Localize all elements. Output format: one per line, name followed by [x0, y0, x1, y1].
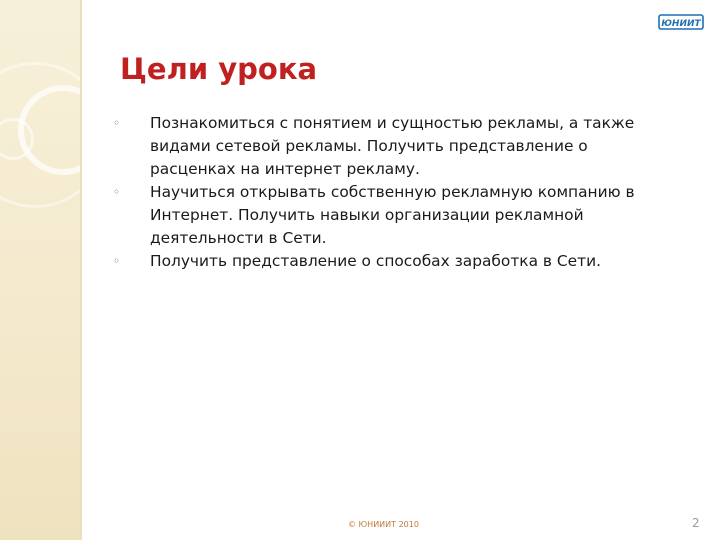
juniit-logo-icon — [657, 12, 705, 32]
panel-divider — [80, 0, 82, 540]
slide-title: Цели урока — [120, 52, 318, 86]
bullet-text: Познакомиться с понятием и сущностью рекламы, а также видами сетевой рекламы. Получить представление о расценках на интернет рекламу. — [150, 114, 635, 178]
list-item — [110, 181, 650, 250]
page-number: 2 — [692, 516, 700, 530]
bullet-list — [110, 112, 650, 273]
footer-copyright: © ЮНИИИТ 2010 — [348, 520, 419, 529]
bullet-icon: ◦ — [113, 116, 121, 130]
bullet-icon: ◦ — [113, 185, 121, 199]
list-item — [110, 250, 650, 273]
decorative-side-panel — [0, 0, 80, 540]
bullet-text: Научиться открывать собственную рекламную компанию в Интернет. Получить навыки организации рекламной деятельности в Сети. — [150, 183, 635, 247]
list-item — [110, 112, 650, 181]
bullet-icon: ◦ — [113, 254, 121, 268]
logo-text: ЮНИИТ — [661, 19, 701, 29]
bullet-text: Получить представление о способах заработка в Сети. — [150, 252, 601, 270]
